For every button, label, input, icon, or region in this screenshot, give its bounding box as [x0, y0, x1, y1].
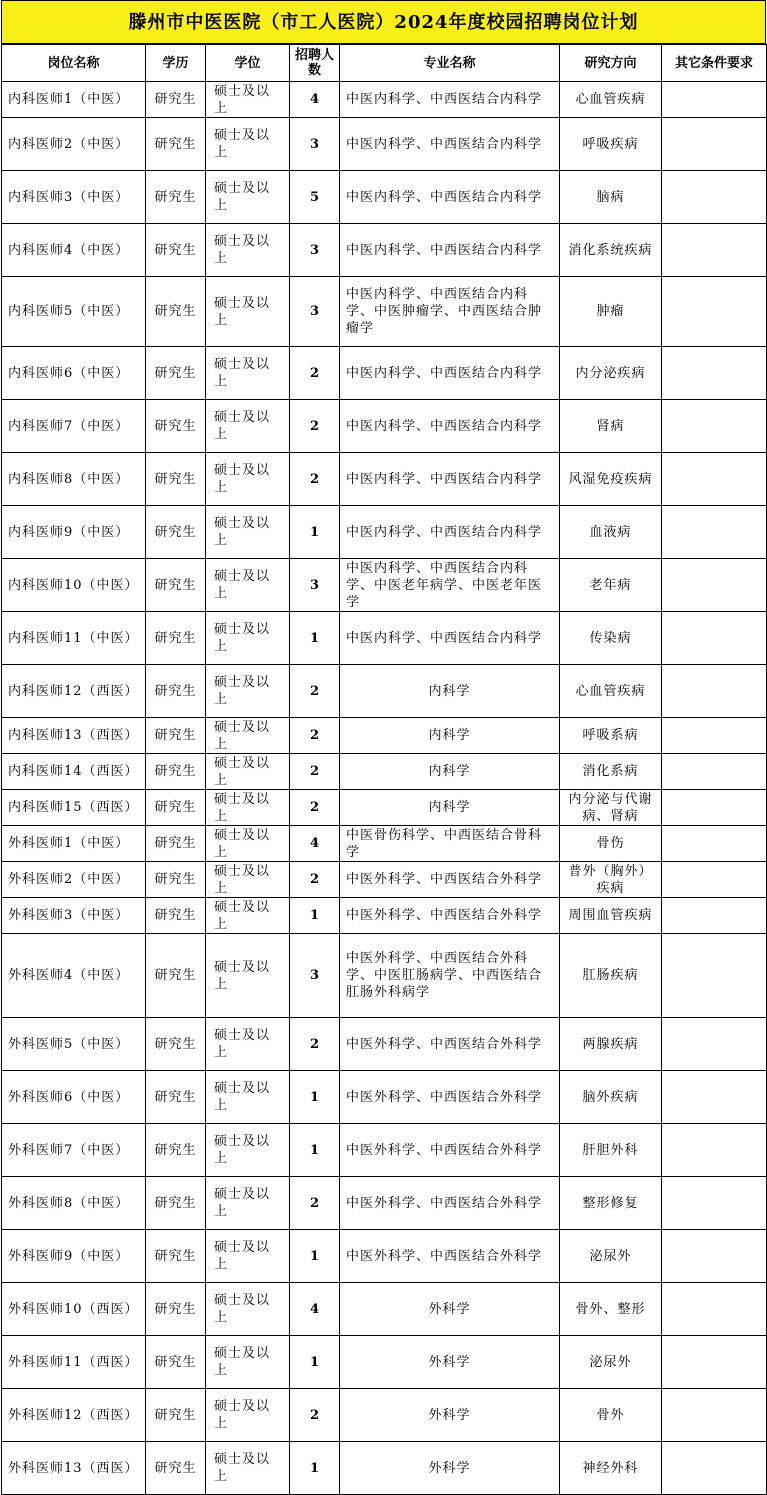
row-other — [662, 1442, 767, 1495]
row-count: 1 — [290, 1336, 340, 1389]
row-major: 中医内科学、中西医结合内科学 — [340, 506, 560, 559]
row-other — [662, 506, 767, 559]
row-position: 外科医师3（中医） — [2, 898, 146, 934]
table-row — [2, 934, 767, 1018]
page-title: 滕州市中医医院（市工人医院）2024年度校园招聘岗位计划 — [1, 0, 766, 44]
row-position: 外科医师2（中医） — [2, 862, 146, 898]
header-position: 岗位名称 — [2, 45, 146, 82]
row-direction: 骨外 — [560, 1389, 662, 1442]
row-position: 内科医师11（中医） — [2, 612, 146, 665]
row-major: 中医外科学、中西医结合外科学 — [340, 862, 560, 898]
row-position: 外科医师13（西医） — [2, 1442, 146, 1495]
row-education: 研究生 — [146, 754, 206, 790]
row-education: 研究生 — [146, 559, 206, 612]
row-other — [662, 1177, 767, 1230]
row-major: 中医骨伤科学、中西医结合骨科学 — [340, 826, 560, 862]
row-count: 4 — [290, 82, 340, 118]
table-row — [2, 224, 767, 277]
row-direction: 骨外、整形 — [560, 1283, 662, 1336]
row-education: 研究生 — [146, 1071, 206, 1124]
row-count: 4 — [290, 826, 340, 862]
row-direction: 老年病 — [560, 559, 662, 612]
table-row — [2, 1071, 767, 1124]
row-degree: 硕士及以上 — [206, 82, 290, 118]
table-row — [2, 826, 767, 862]
row-degree: 硕士及以上 — [206, 898, 290, 934]
row-direction: 心血管疾病 — [560, 82, 662, 118]
row-degree: 硕士及以上 — [206, 1177, 290, 1230]
header-degree: 学位 — [206, 45, 290, 82]
row-count: 2 — [290, 754, 340, 790]
row-count: 3 — [290, 224, 340, 277]
row-direction: 整形修复 — [560, 1177, 662, 1230]
row-direction: 脑病 — [560, 171, 662, 224]
row-count: 1 — [290, 898, 340, 934]
row-count: 2 — [290, 400, 340, 453]
row-major: 中医外科学、中西医结合外科学 — [340, 1177, 560, 1230]
row-education: 研究生 — [146, 347, 206, 400]
row-count: 2 — [290, 665, 340, 718]
table-row — [2, 1442, 767, 1495]
row-other — [662, 224, 767, 277]
row-education: 研究生 — [146, 1442, 206, 1495]
row-degree: 硕士及以上 — [206, 559, 290, 612]
row-position: 外科医师12（西医） — [2, 1389, 146, 1442]
row-degree: 硕士及以上 — [206, 1336, 290, 1389]
table-row — [2, 1177, 767, 1230]
row-degree: 硕士及以上 — [206, 826, 290, 862]
row-count: 3 — [290, 118, 340, 171]
row-direction: 呼吸疾病 — [560, 118, 662, 171]
row-degree: 硕士及以上 — [206, 1071, 290, 1124]
table-row — [2, 277, 767, 347]
row-other — [662, 665, 767, 718]
header-major: 专业名称 — [340, 45, 560, 82]
table-row — [2, 1230, 767, 1283]
row-other — [662, 1336, 767, 1389]
row-direction: 两腺疾病 — [560, 1018, 662, 1071]
row-other — [662, 118, 767, 171]
row-degree: 硕士及以上 — [206, 934, 290, 1018]
table-row — [2, 506, 767, 559]
row-count: 2 — [290, 718, 340, 754]
row-degree: 硕士及以上 — [206, 400, 290, 453]
row-other — [662, 277, 767, 347]
row-degree: 硕士及以上 — [206, 718, 290, 754]
row-direction: 风湿免疫疾病 — [560, 453, 662, 506]
row-other — [662, 1230, 767, 1283]
row-major: 中医外科学、中西医结合外科学 — [340, 1124, 560, 1177]
row-major: 内科学 — [340, 754, 560, 790]
row-direction: 消化系统疾病 — [560, 224, 662, 277]
row-position: 内科医师4（中医） — [2, 224, 146, 277]
row-education: 研究生 — [146, 400, 206, 453]
row-other — [662, 790, 767, 826]
row-degree: 硕士及以上 — [206, 1018, 290, 1071]
row-count: 2 — [290, 1177, 340, 1230]
row-degree: 硕士及以上 — [206, 224, 290, 277]
row-direction: 消化系病 — [560, 754, 662, 790]
row-major: 内科学 — [340, 790, 560, 826]
row-major: 中医外科学、中西医结合外科学、中医肛肠病学、中西医结合肛肠外科病学 — [340, 934, 560, 1018]
row-position: 内科医师9（中医） — [2, 506, 146, 559]
row-count: 2 — [290, 1389, 340, 1442]
row-education: 研究生 — [146, 898, 206, 934]
row-major: 中医内科学、中西医结合内科学、中医老年病学、中医老年医学 — [340, 559, 560, 612]
row-major: 内科学 — [340, 718, 560, 754]
table-body — [2, 82, 767, 1495]
row-education: 研究生 — [146, 277, 206, 347]
row-position: 外科医师5（中医） — [2, 1018, 146, 1071]
row-education: 研究生 — [146, 1230, 206, 1283]
row-other — [662, 347, 767, 400]
row-other — [662, 718, 767, 754]
table-row — [2, 1018, 767, 1071]
row-education: 研究生 — [146, 1124, 206, 1177]
row-other — [662, 612, 767, 665]
row-position: 外科医师7（中医） — [2, 1124, 146, 1177]
row-education: 研究生 — [146, 826, 206, 862]
row-major: 中医内科学、中西医结合内科学 — [340, 347, 560, 400]
recruitment-sheet — [1, 0, 766, 1495]
header-count: 招聘人数 — [290, 45, 340, 82]
row-degree: 硕士及以上 — [206, 118, 290, 171]
table-row — [2, 718, 767, 754]
header-other: 其它条件要求 — [662, 45, 767, 82]
row-education: 研究生 — [146, 1336, 206, 1389]
row-position: 外科医师4（中医） — [2, 934, 146, 1018]
table-row — [2, 453, 767, 506]
row-count: 1 — [290, 1230, 340, 1283]
row-education: 研究生 — [146, 171, 206, 224]
row-other — [662, 453, 767, 506]
row-degree: 硕士及以上 — [206, 790, 290, 826]
row-count: 1 — [290, 1071, 340, 1124]
row-education: 研究生 — [146, 506, 206, 559]
row-count: 2 — [290, 790, 340, 826]
row-degree: 硕士及以上 — [206, 347, 290, 400]
table-row — [2, 118, 767, 171]
table-row — [2, 82, 767, 118]
row-direction: 泌尿外 — [560, 1336, 662, 1389]
row-education: 研究生 — [146, 1177, 206, 1230]
table-row — [2, 347, 767, 400]
row-major: 中医外科学、中西医结合外科学 — [340, 898, 560, 934]
row-position: 内科医师15（西医） — [2, 790, 146, 826]
row-direction: 肝胆外科 — [560, 1124, 662, 1177]
row-other — [662, 862, 767, 898]
row-direction: 内分泌疾病 — [560, 347, 662, 400]
row-position: 外科医师11（西医） — [2, 1336, 146, 1389]
row-position: 内科医师3（中医） — [2, 171, 146, 224]
row-major: 中医外科学、中西医结合外科学 — [340, 1230, 560, 1283]
row-count: 1 — [290, 506, 340, 559]
row-position: 内科医师13（西医） — [2, 718, 146, 754]
table-row — [2, 171, 767, 224]
row-education: 研究生 — [146, 1389, 206, 1442]
table-row — [2, 1389, 767, 1442]
row-other — [662, 82, 767, 118]
row-education: 研究生 — [146, 118, 206, 171]
header-direction: 研究方向 — [560, 45, 662, 82]
row-education: 研究生 — [146, 1283, 206, 1336]
table-row — [2, 790, 767, 826]
row-position: 内科医师6（中医） — [2, 347, 146, 400]
row-position: 内科医师2（中医） — [2, 118, 146, 171]
row-degree: 硕士及以上 — [206, 506, 290, 559]
row-position: 外科医师9（中医） — [2, 1230, 146, 1283]
row-count: 2 — [290, 862, 340, 898]
table-row — [2, 665, 767, 718]
table-row — [2, 754, 767, 790]
row-direction: 血液病 — [560, 506, 662, 559]
row-direction: 内分泌与代谢病、肾病 — [560, 790, 662, 826]
row-count: 5 — [290, 171, 340, 224]
row-position: 内科医师10（中医） — [2, 559, 146, 612]
table-row — [2, 1336, 767, 1389]
row-major: 中医内科学、中西医结合内科学 — [340, 453, 560, 506]
row-degree: 硕士及以上 — [206, 1124, 290, 1177]
row-other — [662, 1071, 767, 1124]
row-position: 内科医师5（中医） — [2, 277, 146, 347]
row-direction: 心血管疾病 — [560, 665, 662, 718]
row-direction: 肛肠疾病 — [560, 934, 662, 1018]
row-major: 外科学 — [340, 1336, 560, 1389]
row-degree: 硕士及以上 — [206, 277, 290, 347]
row-direction: 周围血管疾病 — [560, 898, 662, 934]
row-position: 外科医师6（中医） — [2, 1071, 146, 1124]
row-count: 2 — [290, 453, 340, 506]
row-other — [662, 1018, 767, 1071]
row-count: 1 — [290, 612, 340, 665]
row-position: 内科医师14（西医） — [2, 754, 146, 790]
row-major: 中医外科学、中西医结合外科学 — [340, 1018, 560, 1071]
row-major: 中医内科学、中西医结合内科学 — [340, 224, 560, 277]
row-education: 研究生 — [146, 862, 206, 898]
table-row — [2, 559, 767, 612]
row-direction: 肾病 — [560, 400, 662, 453]
row-education: 研究生 — [146, 224, 206, 277]
table-row — [2, 898, 767, 934]
row-other — [662, 934, 767, 1018]
row-other — [662, 559, 767, 612]
row-direction: 泌尿外 — [560, 1230, 662, 1283]
row-position: 外科医师8（中医） — [2, 1177, 146, 1230]
row-direction: 骨伤 — [560, 826, 662, 862]
row-other — [662, 898, 767, 934]
row-direction: 呼吸系病 — [560, 718, 662, 754]
row-position: 内科医师12（西医） — [2, 665, 146, 718]
row-major: 外科学 — [340, 1389, 560, 1442]
row-major: 中医内科学、中西医结合内科学 — [340, 171, 560, 224]
row-direction: 肿瘤 — [560, 277, 662, 347]
row-direction: 普外（胸外）疾病 — [560, 862, 662, 898]
recruitment-table — [1, 44, 767, 1495]
row-position: 外科医师1（中医） — [2, 826, 146, 862]
table-row — [2, 1124, 767, 1177]
row-major: 中医内科学、中西医结合内科学 — [340, 400, 560, 453]
row-count: 2 — [290, 347, 340, 400]
row-other — [662, 171, 767, 224]
row-degree: 硕士及以上 — [206, 1442, 290, 1495]
row-count: 2 — [290, 1018, 340, 1071]
row-count: 1 — [290, 1124, 340, 1177]
row-education: 研究生 — [146, 718, 206, 754]
row-degree: 硕士及以上 — [206, 665, 290, 718]
row-education: 研究生 — [146, 790, 206, 826]
row-major: 中医内科学、中西医结合内科学 — [340, 612, 560, 665]
row-degree: 硕士及以上 — [206, 1283, 290, 1336]
row-major: 中医外科学、中西医结合外科学 — [340, 1071, 560, 1124]
row-position: 外科医师10（西医） — [2, 1283, 146, 1336]
row-major: 中医内科学、中西医结合内科学、中医肿瘤学、中西医结合肿瘤学 — [340, 277, 560, 347]
row-education: 研究生 — [146, 612, 206, 665]
row-position: 内科医师7（中医） — [2, 400, 146, 453]
row-degree: 硕士及以上 — [206, 1389, 290, 1442]
table-row — [2, 400, 767, 453]
row-education: 研究生 — [146, 82, 206, 118]
table-row — [2, 1283, 767, 1336]
row-degree: 硕士及以上 — [206, 453, 290, 506]
row-other — [662, 1283, 767, 1336]
row-major: 中医内科学、中西医结合内科学 — [340, 118, 560, 171]
row-education: 研究生 — [146, 1018, 206, 1071]
row-degree: 硕士及以上 — [206, 171, 290, 224]
row-major: 外科学 — [340, 1283, 560, 1336]
row-count: 4 — [290, 1283, 340, 1336]
header-row — [2, 45, 767, 82]
row-other — [662, 1389, 767, 1442]
row-direction: 脑外疾病 — [560, 1071, 662, 1124]
row-other — [662, 1124, 767, 1177]
row-other — [662, 754, 767, 790]
row-degree: 硕士及以上 — [206, 1230, 290, 1283]
row-degree: 硕士及以上 — [206, 862, 290, 898]
row-position: 内科医师8（中医） — [2, 453, 146, 506]
row-other — [662, 826, 767, 862]
header-education: 学历 — [146, 45, 206, 82]
row-count: 3 — [290, 277, 340, 347]
row-count: 3 — [290, 934, 340, 1018]
row-count: 1 — [290, 1442, 340, 1495]
table-row — [2, 612, 767, 665]
row-education: 研究生 — [146, 453, 206, 506]
row-education: 研究生 — [146, 934, 206, 1018]
row-position: 内科医师1（中医） — [2, 82, 146, 118]
table-row — [2, 862, 767, 898]
row-major: 内科学 — [340, 665, 560, 718]
row-direction: 神经外科 — [560, 1442, 662, 1495]
row-major: 中医内科学、中西医结合内科学 — [340, 82, 560, 118]
row-education: 研究生 — [146, 665, 206, 718]
row-other — [662, 400, 767, 453]
row-major: 外科学 — [340, 1442, 560, 1495]
row-direction: 传染病 — [560, 612, 662, 665]
row-degree: 硕士及以上 — [206, 754, 290, 790]
row-count: 3 — [290, 559, 340, 612]
row-degree: 硕士及以上 — [206, 612, 290, 665]
